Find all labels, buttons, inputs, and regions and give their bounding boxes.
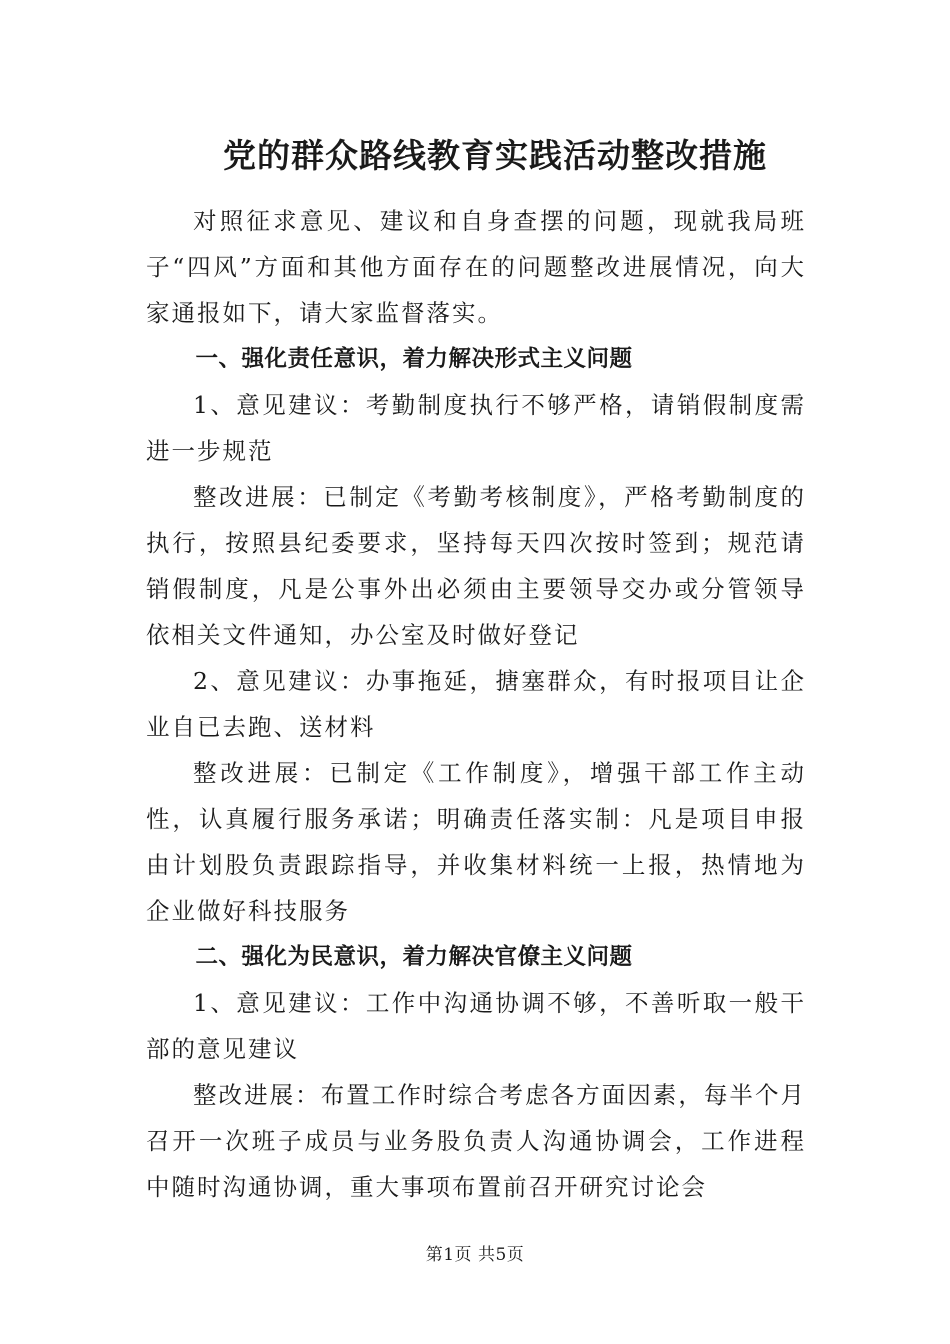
intro-paragraph: 对照征求意见、建议和自身查摆的问题，现就我局班子“四风”方面和其他方面存在的问题整改进展情况，向大家通报如下，请大家监督落实。 [146,207,806,327]
document-body [146,198,806,1210]
section-2-item-1-progress: 整改进展：布置工作时综合考虑各方面因素，每半个月召开一次班子成员与业务股负责人沟通协调会，工作进程中随时沟通协调，重大事项布置前召开研究讨论会 [146,1081,806,1201]
section-1-heading: 一、强化责任意识，着力解决形式主义问题 [195,346,633,372]
section-2-heading: 二、强化为民意识，着力解决官僚主义问题 [195,944,633,970]
section-1-item-2-progress: 整改进展：已制定《工作制度》，增强干部工作主动性，认真履行服务承诺；明确责任落实制：凡是项目申报由计划股负责跟踪指导，并收集材料统一上报，热情地为企业做好科技服务 [146,759,806,925]
section-1-item-1-progress: 整改进展：已制定《考勤考核制度》，严格考勤制度的执行，按照县纪委要求，坚持每天四次按时签到；规范请销假制度，凡是公事外出必须由主要领导交办或分管领导依相关文件通知，办公室及时做好登记 [146,483,806,649]
page-footer: 第1页 共5页 [425,1245,525,1265]
section-2-item-1-suggestion: 1、意见建议：工作中沟通协调不够，不善听取一般干部的意见建议 [146,989,806,1063]
section-1-item-1-suggestion: 1、意见建议：考勤制度执行不够严格，请销假制度需进一步规范 [146,391,806,465]
document-title: 党的群众路线教育实践活动整改措施 [223,136,767,175]
section-1-item-2-suggestion: 2、意见建议：办事拖延，搪塞群众，有时报项目让企业自已去跑、送材料 [146,667,806,741]
